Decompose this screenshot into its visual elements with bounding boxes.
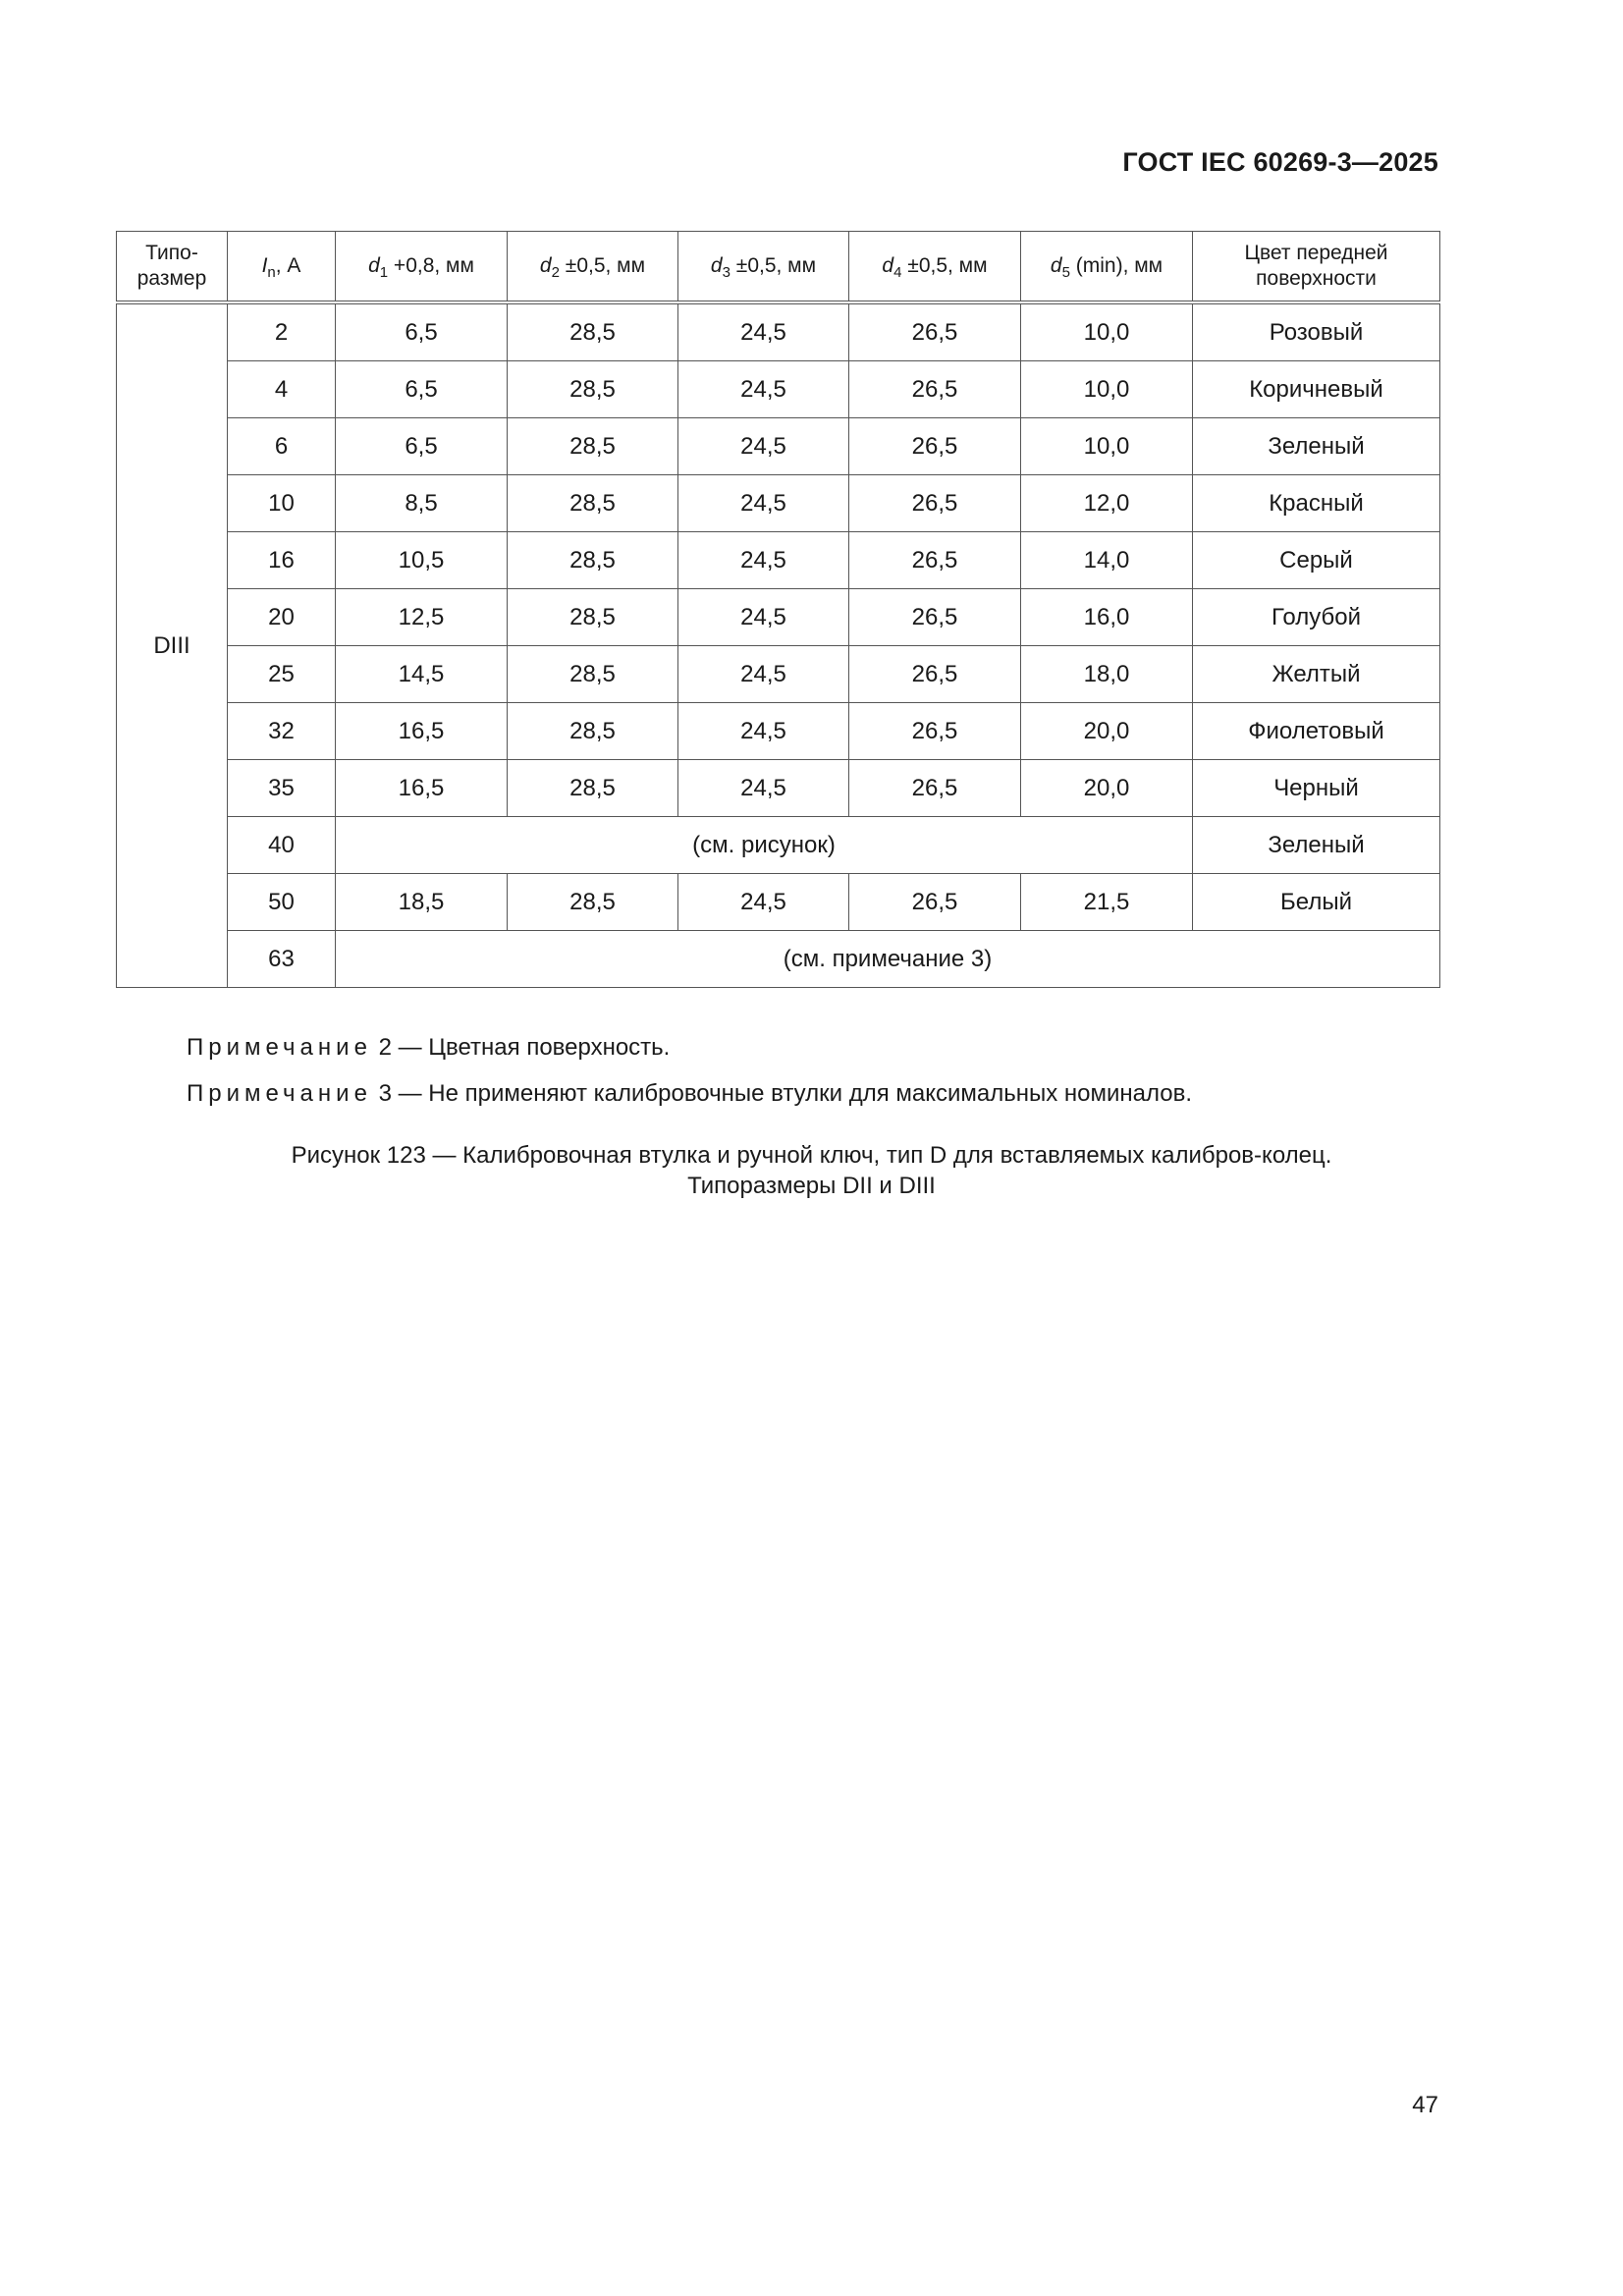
cell-in: 40 xyxy=(228,817,336,874)
cell-d4: 26,5 xyxy=(849,361,1021,418)
page-number: 47 xyxy=(1412,2092,1438,2118)
header-d2: $d_2 \pm 0,5$, мм xyxy=(508,232,678,303)
dimensions-table-container xyxy=(116,231,1439,988)
cell-color: Фиолетовый xyxy=(1193,703,1440,760)
cell-d1: 10,5 xyxy=(336,532,508,589)
cell-in: 16 xyxy=(228,532,336,589)
cell-d5: 20,0 xyxy=(1021,760,1193,817)
table-row xyxy=(117,931,1440,988)
cell-d1: 6,5 xyxy=(336,418,508,475)
cell-d2: 28,5 xyxy=(508,646,678,703)
cell-d4: 26,5 xyxy=(849,302,1021,361)
cell-d5: 10,0 xyxy=(1021,361,1193,418)
cell-d1: 14,5 xyxy=(336,646,508,703)
cell-d2: 28,5 xyxy=(508,475,678,532)
cell-d2: 28,5 xyxy=(508,589,678,646)
header-d5: $d_5$ (min), мм xyxy=(1021,232,1193,303)
cell-d1: 16,5 xyxy=(336,760,508,817)
cell-d5: 10,0 xyxy=(1021,418,1193,475)
header-d4: $d_4 \pm 0,5$, мм xyxy=(849,232,1021,303)
cell-color: Серый xyxy=(1193,532,1440,589)
cell-color: Голубой xyxy=(1193,589,1440,646)
cell-d4: 26,5 xyxy=(849,874,1021,931)
caption-line-2: Типоразмеры DII и DIII xyxy=(687,1173,936,1199)
table-row xyxy=(117,646,1440,703)
cell-color: Зеленый xyxy=(1193,817,1440,874)
cell-d2: 28,5 xyxy=(508,874,678,931)
cell-d4: 26,5 xyxy=(849,532,1021,589)
cell-d5: 21,5 xyxy=(1021,874,1193,931)
cell-d5: 10,0 xyxy=(1021,302,1193,361)
cell-d3: 24,5 xyxy=(678,532,849,589)
cell-d3: 24,5 xyxy=(678,874,849,931)
header-d1: $d_1 +0,8$, мм xyxy=(336,232,508,303)
cell-d4: 26,5 xyxy=(849,646,1021,703)
cell-d4: 26,5 xyxy=(849,589,1021,646)
table-row xyxy=(117,361,1440,418)
cell-d1: 6,5 xyxy=(336,361,508,418)
cell-d2: 28,5 xyxy=(508,532,678,589)
table-row xyxy=(117,302,1440,361)
cell-d1: 6,5 xyxy=(336,302,508,361)
cell-in: 35 xyxy=(228,760,336,817)
table-header-row xyxy=(117,232,1440,303)
cell-in: 4 xyxy=(228,361,336,418)
cell-d4: 26,5 xyxy=(849,418,1021,475)
standard-code: ГОСТ IEC 60269-3—2025 xyxy=(1122,147,1438,177)
type-size-cell: DIII xyxy=(117,302,228,988)
cell-d1: 12,5 xyxy=(336,589,508,646)
cell-d3: 24,5 xyxy=(678,418,849,475)
cell-in: 50 xyxy=(228,874,336,931)
cell-color: Коричневый xyxy=(1193,361,1440,418)
cell-d1: 8,5 xyxy=(336,475,508,532)
notes xyxy=(187,1034,1192,1126)
cell-color: Зеленый xyxy=(1193,418,1440,475)
figure-caption xyxy=(0,1140,1623,1201)
cell-d3: 24,5 xyxy=(678,703,849,760)
note-2 xyxy=(187,1034,1192,1062)
dimensions-table xyxy=(116,231,1440,988)
cell-d5: 14,0 xyxy=(1021,532,1193,589)
caption-line-1: Рисунок 123 — Калибровочная втулка и ручной ключ, тип D для вставляемых калибров-колец. xyxy=(291,1142,1332,1169)
cell-color: Белый xyxy=(1193,874,1440,931)
cell-in: 63 xyxy=(228,931,336,988)
header-rated-current: $I_n$, А xyxy=(228,232,336,303)
header-d3: $d_3 \pm 0,5$, мм xyxy=(678,232,849,303)
note-3 xyxy=(187,1080,1192,1108)
cell-in: 25 xyxy=(228,646,336,703)
table-row xyxy=(117,817,1440,874)
table-row xyxy=(117,532,1440,589)
cell-color: Красный xyxy=(1193,475,1440,532)
table-row xyxy=(117,589,1440,646)
cell-in: 2 xyxy=(228,302,336,361)
cell-see-figure: (см. рисунок) xyxy=(336,817,1193,874)
cell-d1: 16,5 xyxy=(336,703,508,760)
table-row xyxy=(117,475,1440,532)
cell-d4: 26,5 xyxy=(849,475,1021,532)
cell-d3: 24,5 xyxy=(678,361,849,418)
cell-d4: 26,5 xyxy=(849,703,1021,760)
cell-color: Желтый xyxy=(1193,646,1440,703)
header-front-color: Цвет передней поверхности xyxy=(1193,232,1440,303)
cell-d2: 28,5 xyxy=(508,703,678,760)
cell-d2: 28,5 xyxy=(508,760,678,817)
note-text: 3 — Не применяют калибровочные втулки для максимальных номиналов. xyxy=(371,1080,1193,1107)
cell-in: 32 xyxy=(228,703,336,760)
cell-in: 6 xyxy=(228,418,336,475)
cell-d2: 28,5 xyxy=(508,302,678,361)
note-label: Примечание xyxy=(187,1080,372,1107)
cell-d3: 24,5 xyxy=(678,760,849,817)
cell-d3: 24,5 xyxy=(678,475,849,532)
cell-d5: 16,0 xyxy=(1021,589,1193,646)
cell-in: 10 xyxy=(228,475,336,532)
table-row xyxy=(117,874,1440,931)
cell-d3: 24,5 xyxy=(678,646,849,703)
cell-d5: 12,0 xyxy=(1021,475,1193,532)
cell-d5: 20,0 xyxy=(1021,703,1193,760)
note-label: Примечание xyxy=(187,1034,372,1061)
cell-see-note: (см. примечание 3) xyxy=(336,931,1440,988)
table-row xyxy=(117,760,1440,817)
table-row xyxy=(117,703,1440,760)
note-text: 2 — Цветная поверхность. xyxy=(371,1034,671,1061)
cell-in: 20 xyxy=(228,589,336,646)
table-row xyxy=(117,418,1440,475)
cell-color: Черный xyxy=(1193,760,1440,817)
cell-d1: 18,5 xyxy=(336,874,508,931)
cell-d2: 28,5 xyxy=(508,361,678,418)
cell-d3: 24,5 xyxy=(678,302,849,361)
cell-d4: 26,5 xyxy=(849,760,1021,817)
cell-d2: 28,5 xyxy=(508,418,678,475)
cell-d5: 18,0 xyxy=(1021,646,1193,703)
cell-d3: 24,5 xyxy=(678,589,849,646)
header-type-size: Типо- размер xyxy=(117,232,228,303)
cell-color: Розовый xyxy=(1193,302,1440,361)
